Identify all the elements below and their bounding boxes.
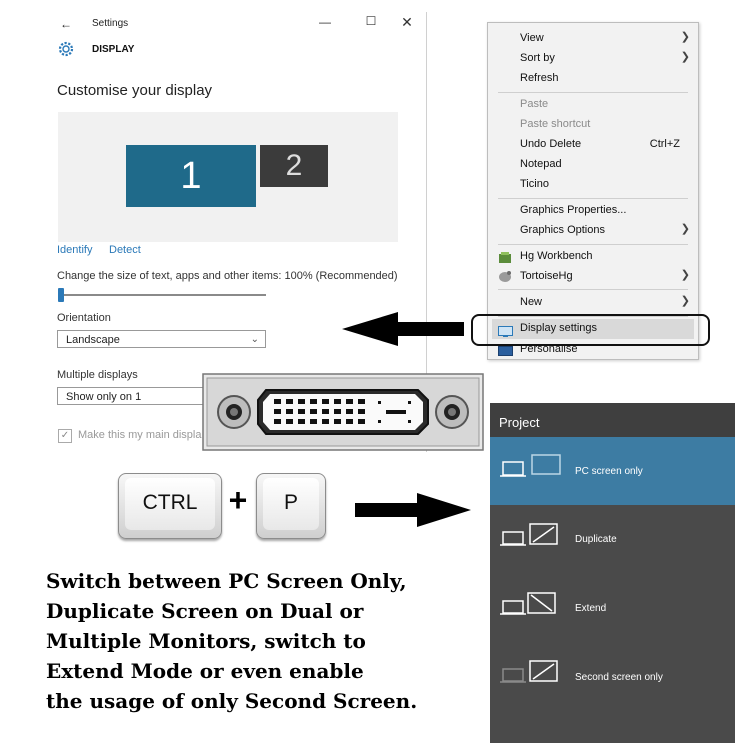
window-title: Settings [92, 18, 129, 29]
hg-workbench-icon [498, 251, 512, 263]
dvi-connector-image [202, 373, 484, 451]
undo-shortcut: Ctrl+Z [649, 138, 680, 150]
menu-item-display-settings[interactable]: Display settings [520, 322, 598, 334]
orientation-value: Landscape [66, 334, 120, 346]
project-option-label: Duplicate [575, 534, 617, 545]
project-option-label: PC screen only [575, 466, 643, 477]
menu-item-sort-by[interactable]: Sort by [520, 52, 555, 64]
chevron-right-icon: ❯ [680, 295, 690, 307]
chevron-right-icon: ❯ [680, 223, 690, 235]
page-title: Customise your display [57, 82, 213, 99]
caption-line: Duplicate Screen on Dual or [46, 599, 364, 623]
arrow-left-icon [342, 312, 464, 346]
menu-separator [498, 198, 688, 199]
monitor-1[interactable]: 1 [126, 145, 256, 207]
second-screen-only-icon [500, 659, 562, 685]
menu-item-hg-workbench[interactable]: Hg Workbench [520, 250, 593, 262]
menu-item-personalise[interactable]: Personalise [520, 343, 578, 355]
display-settings-callout [471, 314, 710, 346]
multiple-displays-value: Show only on 1 [66, 391, 142, 403]
menu-item-notepad[interactable]: Notepad [520, 158, 562, 170]
caption [46, 566, 486, 716]
maximize-icon[interactable]: ☐ [365, 14, 377, 28]
display-arrangement [58, 112, 398, 242]
context-menu [487, 22, 699, 360]
menu-item-paste[interactable]: Paste [520, 98, 549, 110]
menu-item-undo-delete[interactable]: Undo Delete [520, 138, 582, 150]
menu-item-graphics-options[interactable]: Graphics Options [520, 224, 605, 236]
chevron-right-icon: ❯ [680, 51, 690, 63]
main-display-label: Make this my main displa [78, 429, 202, 441]
tortoisehg-icon [498, 270, 512, 283]
multiple-displays-label: Multiple displays [57, 369, 138, 381]
menu-separator [498, 92, 688, 93]
ctrl-key [118, 473, 222, 539]
p-key [256, 473, 326, 539]
ctrl-key-label: CTRL [125, 478, 215, 530]
caption-line: Switch between PC Screen Only, [46, 569, 407, 593]
orientation-label: Orientation [57, 312, 111, 324]
gear-icon [57, 40, 75, 58]
plus-sign: + [228, 482, 248, 518]
project-option-label: Second screen only [575, 672, 663, 683]
menu-item-refresh[interactable]: Refresh [520, 72, 559, 84]
monitor-2[interactable]: 2 [260, 145, 328, 187]
caption-line: Extend Mode or even enable [46, 659, 364, 683]
project-title: Project [499, 415, 540, 430]
project-panel [490, 403, 735, 743]
scale-label: Change the size of text, apps and other items: 100% (Recommended) [57, 270, 398, 282]
identify-link[interactable]: Identify [57, 244, 93, 256]
p-key-label: P [263, 478, 319, 530]
extend-icon [500, 591, 562, 617]
section-title: DISPLAY [92, 44, 135, 55]
back-arrow-icon[interactable]: ← [60, 17, 72, 31]
menu-item-tortoisehg[interactable]: TortoiseHg [520, 270, 573, 282]
chevron-down-icon: ⌄ [250, 334, 259, 345]
orientation-dropdown[interactable] [57, 330, 266, 348]
menu-separator [498, 289, 688, 290]
menu-item-ticino[interactable]: Ticino [520, 178, 549, 190]
main-display-checkbox[interactable]: ✓ [58, 429, 72, 443]
caption-line: Multiple Monitors, switch to [46, 629, 366, 653]
close-icon[interactable]: ✕ [401, 14, 413, 30]
menu-item-new[interactable]: New [520, 296, 543, 308]
pc-screen-only-icon [500, 454, 562, 480]
chevron-right-icon: ❯ [680, 269, 690, 281]
chevron-right-icon: ❯ [680, 31, 690, 43]
arrow-right-icon [355, 493, 471, 527]
detect-link[interactable]: Detect [109, 244, 141, 256]
scale-slider-thumb[interactable] [58, 288, 64, 302]
minimize-icon[interactable]: — [319, 15, 331, 29]
menu-item-graphics-properties[interactable]: Graphics Properties... [520, 204, 627, 216]
scale-slider[interactable] [58, 294, 266, 296]
project-option-label: Extend [575, 603, 607, 614]
menu-separator [498, 244, 688, 245]
caption-line: the usage of only Second Screen. [46, 689, 418, 713]
menu-item-view[interactable]: View [520, 32, 544, 44]
duplicate-icon [500, 522, 562, 548]
menu-item-paste-shortcut[interactable]: Paste shortcut [520, 118, 591, 130]
